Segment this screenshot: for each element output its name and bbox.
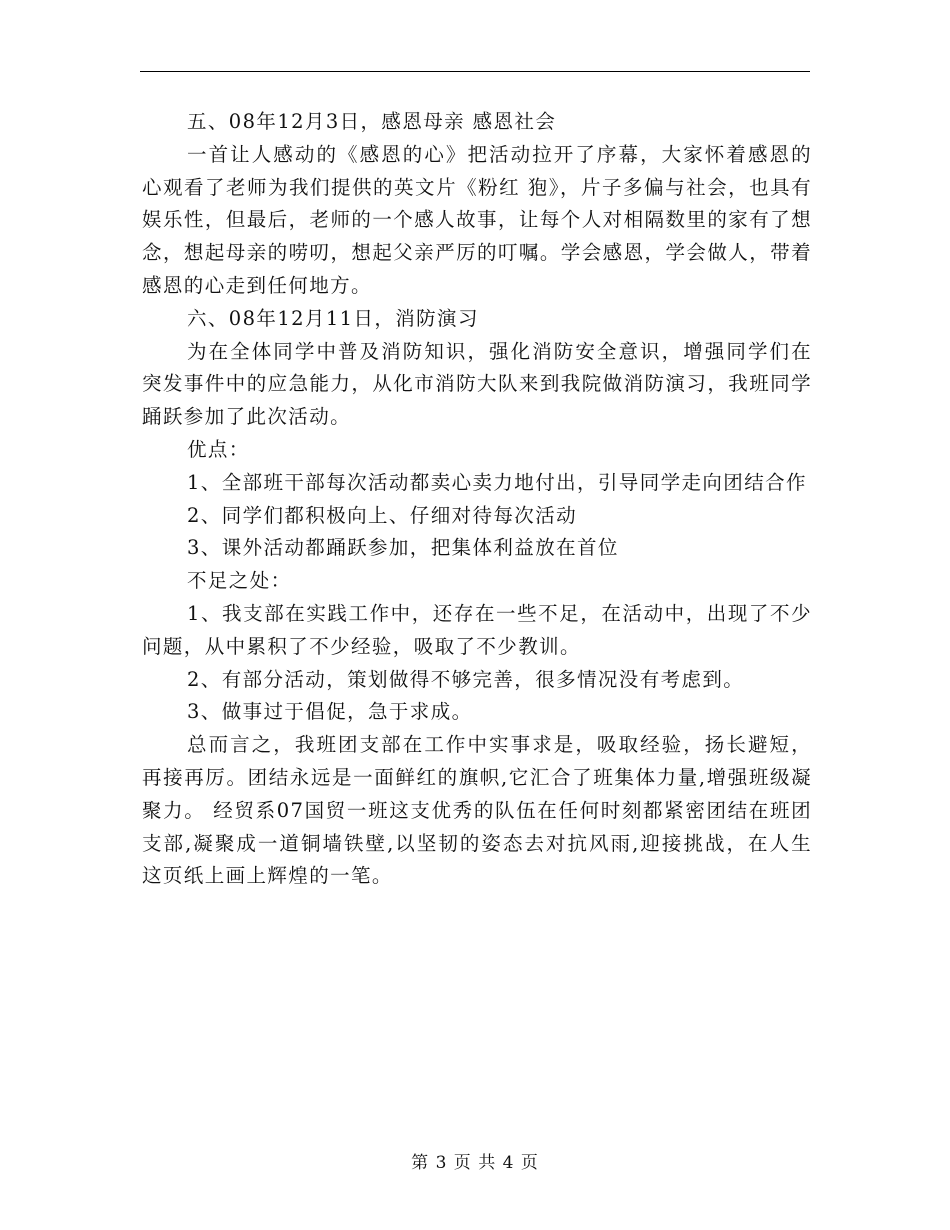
weakness-item-3: 3、做事过于倡促，急于求成。 xyxy=(187,700,473,724)
paragraph-fire-drill: 为在全体同学中普及消防知识，强化消防安全意识，增强同学们在突发事件中的应急能力，从化市消防大队来到我院做消防演习，我班同学踊跃参加了此次活动。 xyxy=(142,339,812,429)
weakness-item-2: 2、有部分活动，策划做得不够完善，很多情况没有考虑到。 xyxy=(187,667,745,691)
strength-item-2: 2、同学们都积极向上、仔细对待每次活动 xyxy=(187,503,578,527)
section-heading-five: 五、08年12月3日，感恩母亲 感恩社会 xyxy=(187,110,557,133)
document-body xyxy=(142,106,812,893)
page-footer xyxy=(0,1148,950,1173)
section-heading-six: 六、08年12月11日，消防演习 xyxy=(187,306,479,330)
strengths-heading: 优点： xyxy=(187,437,250,461)
page-number-label: 第 3 页 共 4 页 xyxy=(411,1153,539,1173)
paragraph-conclusion: 总而言之，我班团支部在工作中实事求是，吸取经验，扬长避短，再接再厉。团结永远是一面鲜红的旗帜,它汇合了班集体力量,增强班级凝聚力。 经贸系07国贸一班这支优秀的队伍在任何时刻都紧密团结在班团支部,凝聚成一道铜墙铁壁,以坚韧的姿态去对抗风雨,迎接挑战，在人生这页纸上画上辉煌的一笔。 xyxy=(142,733,812,888)
weakness-item-1: 1、我支部在实践工作中，还存在一些不足，在活动中，出现了不少问题，从中累积了不少经验，吸取了不少教训。 xyxy=(142,601,812,658)
header-rule xyxy=(140,71,810,72)
strength-item-3: 3、课外活动都踊跃参加，把集体利益放在首位 xyxy=(187,536,619,560)
weaknesses-heading: 不足之处： xyxy=(187,569,292,593)
paragraph-gratitude: 一首让人感动的《感恩的心》把活动拉开了序幕，大家怀着感恩的心观看了老师为我们提供的英文片《粉红 狍》，片子多偏与社会，也具有娱乐性，但最后，老师的一个感人故事，让每个人对相隔数里的家有了想念，想起母亲的唠叨，想起父亲严厉的叮嘱。学会感恩，学会做人，带着感恩的心走到任何地方。 xyxy=(142,142,812,297)
strength-item-1: 1、全部班干部每次活动都卖心卖力地付出，引导同学走向团结合作 xyxy=(187,470,807,494)
